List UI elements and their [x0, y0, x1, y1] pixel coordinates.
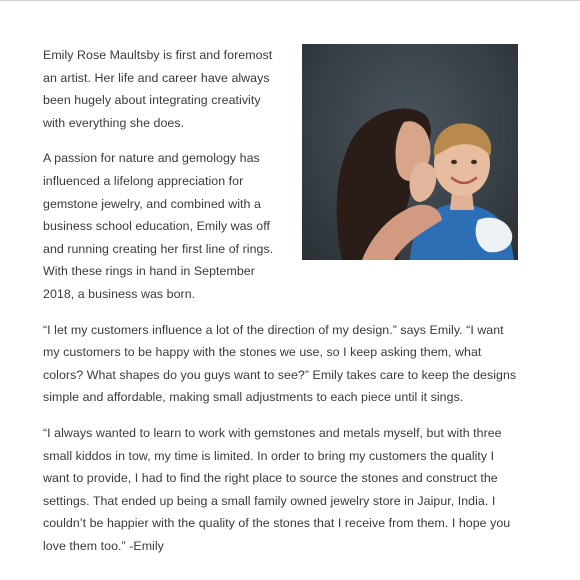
paragraph-gemstones-quote: “I always wanted to learn to work with gemstones and metals myself, but with three small kiddos in tow, my time is limited. In order to bring my customers the quality I want to provide, I had to find the right place to source the stones and construct the settings. That ended up being a small family owned jewelry store in Jaipur, India. I couldn’t be happier with the quality of the stones that I receive from them. I hope you love them too.” -Emily — [43, 425, 511, 553]
about-article — [43, 44, 518, 570]
top-divider — [0, 0, 580, 1]
photo-illustration — [302, 44, 518, 260]
paragraph-intro: Emily Rose Maultsby is first and foremost an artist. Her life and career have always been hugely about integrating creativity with everything she does. — [43, 48, 273, 130]
paragraph-passion: A passion for nature and gemology has influenced a lifelong appreciation for gemstone jewelry, and combined with a business school education, Emily was off and running creating her first line of rings. With these rings in hand in September 2018, a business was born. — [43, 151, 274, 301]
photo-mother-kissing-child — [302, 44, 518, 260]
paragraph-customers-quote: “I let my customers influence a lot of the direction of my design.” says Emily. “I want my customers to be happy with the stones we use, so I keep asking them, what colors? What shapes do you guys want to see?” Emily takes care to keep the designs simple and affordable, making small adjustments to each piece until it sings. — [43, 322, 517, 405]
